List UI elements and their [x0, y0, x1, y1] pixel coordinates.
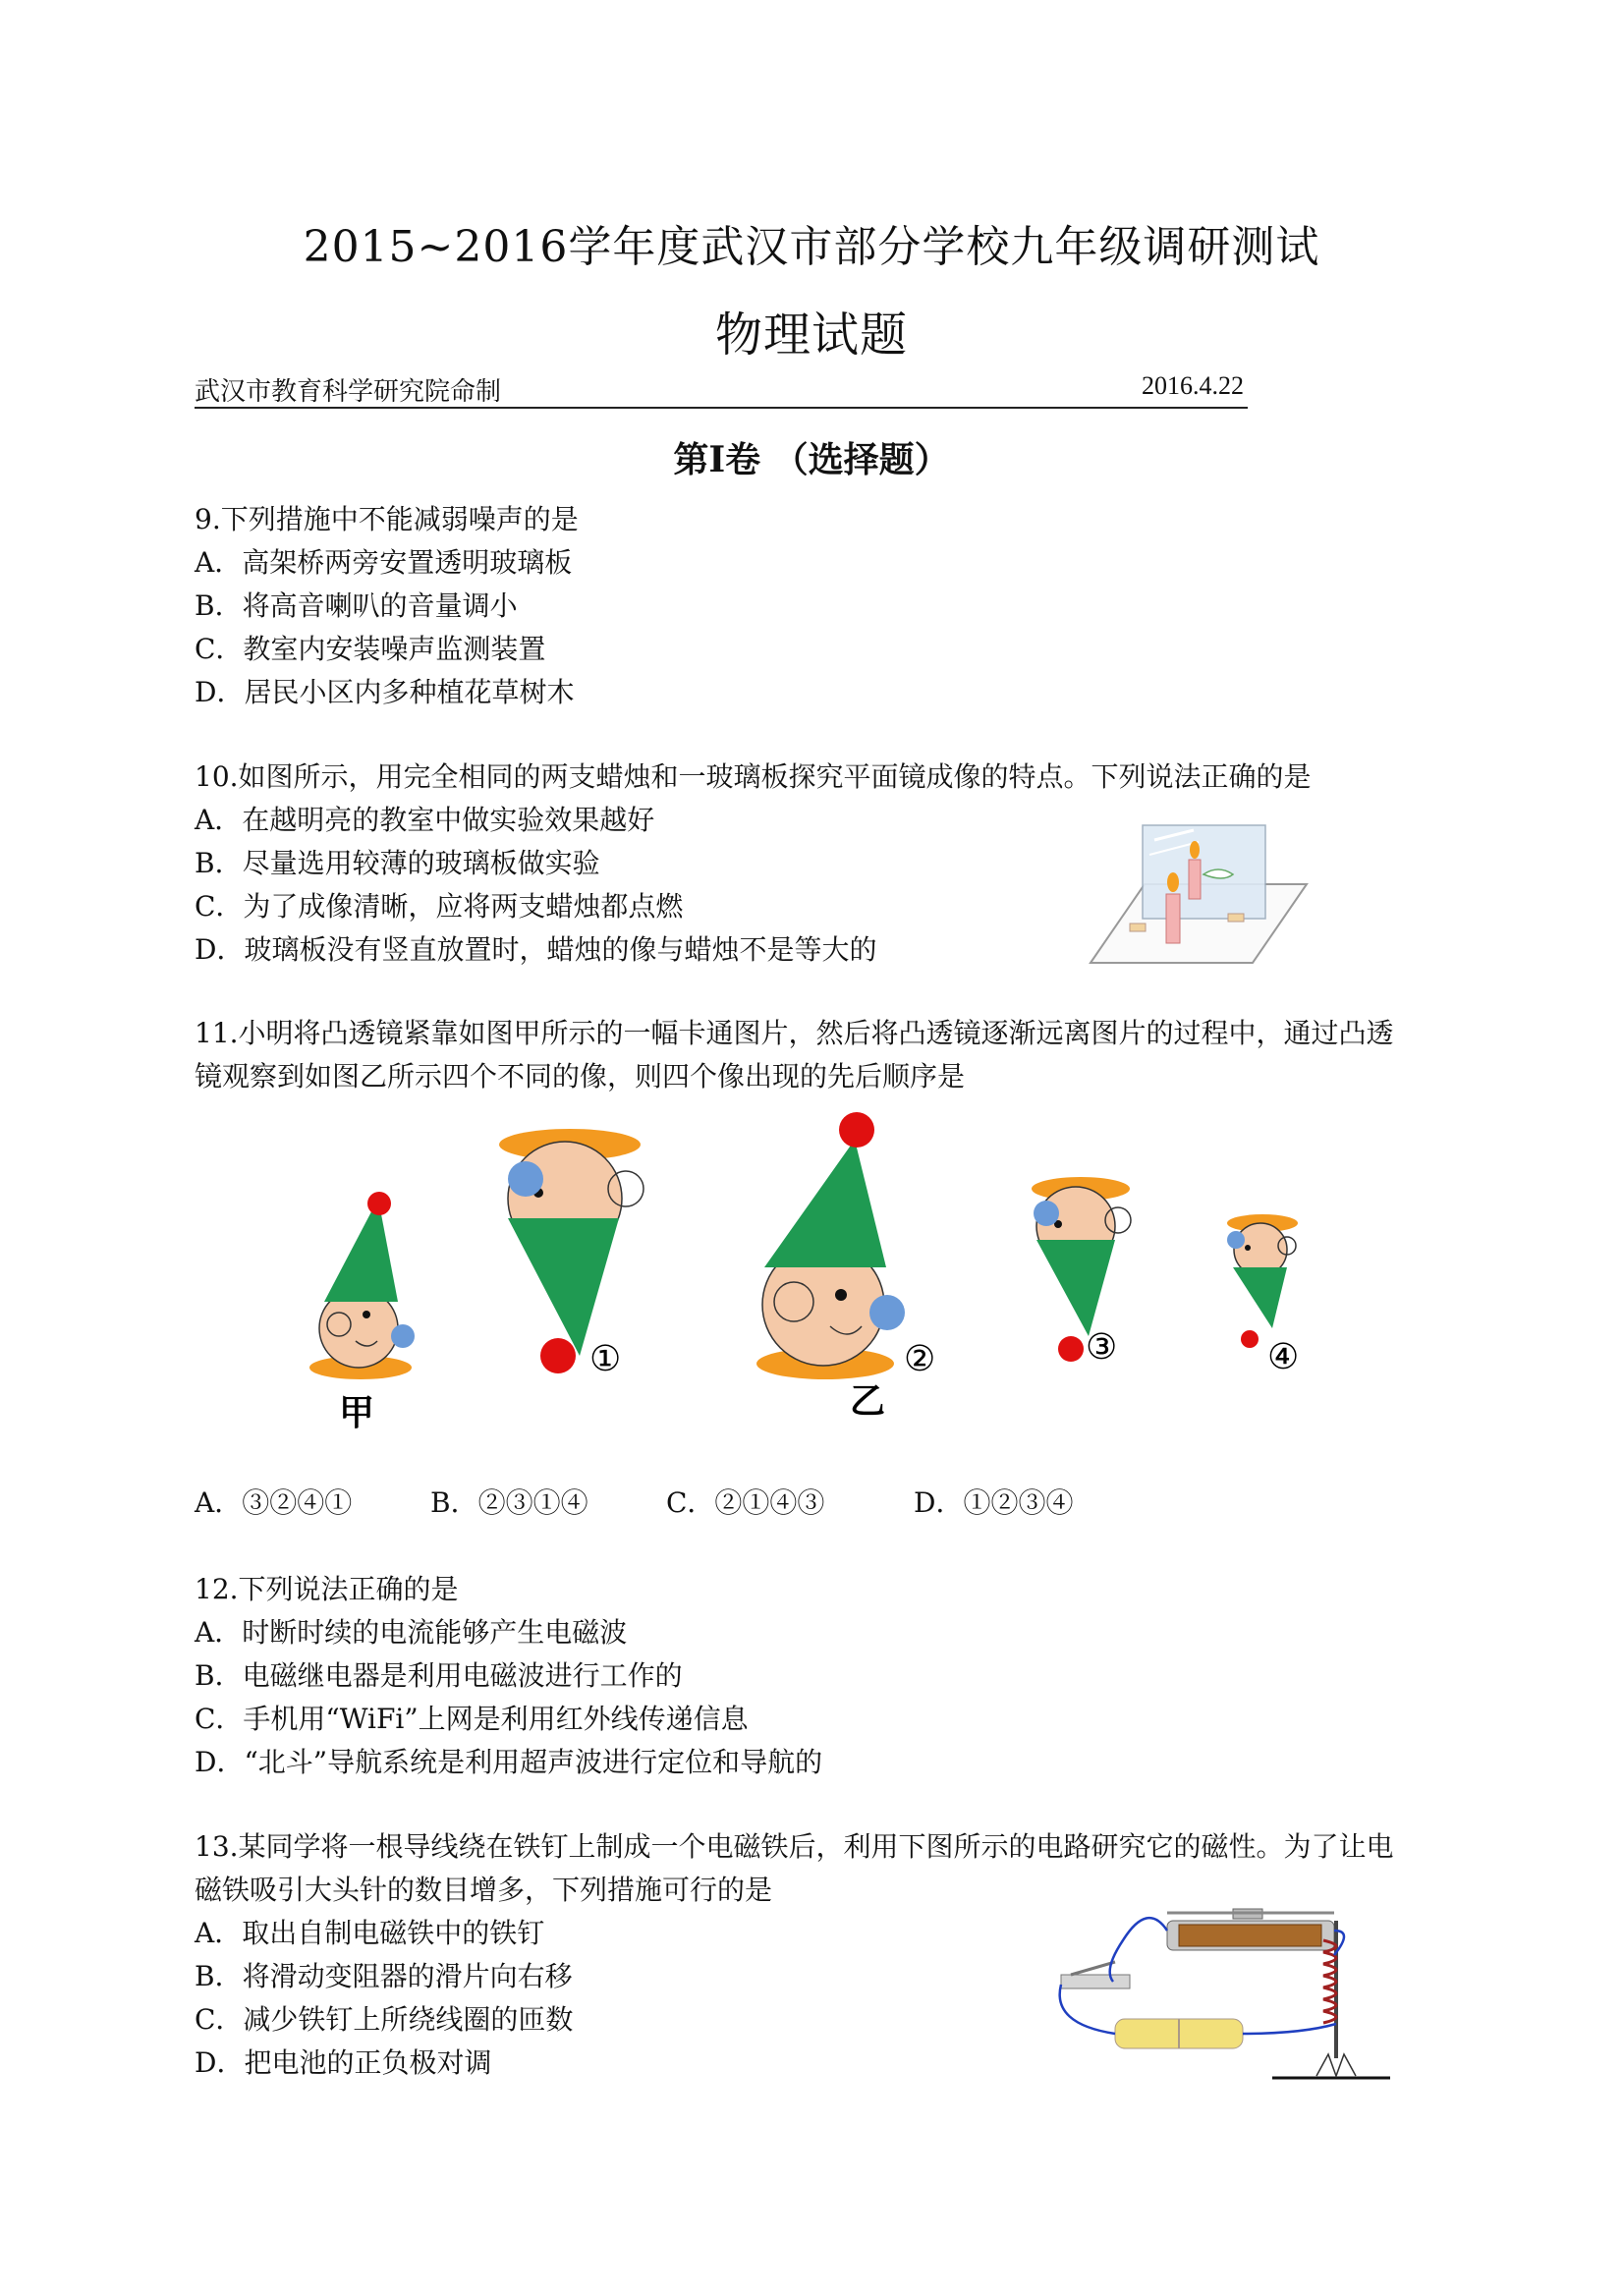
q13-option-d: D．把电池的正负极对调 [195, 2046, 492, 2079]
q11-option-a: A．③②④① [195, 1486, 353, 1519]
cartoon-images-figure [285, 1110, 1326, 1434]
question-11-stem-line2: 镜观察到如图乙所示四个不同的像，则四个像出现的先后顺序是 [195, 1060, 966, 1092]
section-title: 第Ⅰ卷 （选择题） [673, 439, 950, 480]
label-jia: 甲 [339, 1393, 375, 1433]
question-13-stem-line2: 磁铁吸引大头针的数目增多，下列措施可行的是 [195, 1874, 773, 1906]
question-12-stem: 12.下列说法正确的是 [195, 1573, 459, 1605]
q10-option-a: A．在越明亮的教室中做实验效果越好 [195, 804, 655, 836]
q12-option-b: B．电磁继电器是利用电磁波进行工作的 [195, 1659, 683, 1692]
q13-option-a: A．取出自制电磁铁中的铁钉 [195, 1917, 545, 1949]
q10-option-b: B．尽量选用较薄的玻璃板做实验 [195, 847, 600, 879]
label-yi: 乙 [850, 1381, 886, 1422]
cartoon-1 [499, 1129, 644, 1379]
label-4: ④ [1267, 1337, 1300, 1377]
q11-option-b: B．②③①④ [430, 1486, 588, 1519]
cartoon-3 [1032, 1177, 1131, 1368]
q9-option-c: C．教室内安装噪声监测装置 [195, 633, 546, 665]
exam-date: 2016.4.22 [1142, 371, 1244, 400]
candle-mirror-figure [1086, 820, 1312, 968]
label-2: ② [904, 1339, 936, 1379]
exam-title: 2015~2016学年度武汉市部分学校九年级调研测试 [303, 222, 1320, 272]
electromagnet-circuit-figure [1056, 1901, 1405, 2088]
q10-option-c: C．为了成像清晰，应将两支蜡烛都点燃 [195, 890, 684, 923]
question-9-stem: 9.下列措施中不能减弱噪声的是 [195, 503, 579, 535]
label-3: ③ [1086, 1327, 1118, 1368]
question-13-stem-line1: 13.某同学将一根导线绕在铁钉上制成一个电磁铁后，利用下图所示的电路研究它的磁性。为了让电 [195, 1830, 1394, 1863]
q12-option-c: C．手机用“WiFi”上网是利用红外线传递信息 [195, 1703, 749, 1735]
cartoon-2 [756, 1112, 935, 1422]
q12-option-d: D．“北斗”导航系统是利用超声波进行定位和导航的 [195, 1746, 823, 1778]
header-line [195, 371, 1248, 409]
q13-option-b: B．将滑动变阻器的滑片向右移 [195, 1960, 573, 1992]
cartoon-jia [309, 1192, 415, 1433]
question-11-stem-line1: 11.小明将凸透镜紧靠如图甲所示的一幅卡通图片，然后将凸透镜逐渐远离图片的过程中，通过凸透 [195, 1017, 1394, 1049]
q11-option-d: D．①②③④ [914, 1486, 1074, 1519]
q9-option-a: A．高架桥两旁安置透明玻璃板 [195, 546, 573, 579]
q9-option-d: D．居民小区内多种植花草树木 [195, 676, 575, 708]
label-1: ① [589, 1339, 622, 1379]
q12-option-a: A．时断时续的电流能够产生电磁波 [195, 1616, 628, 1649]
exam-subject: 物理试题 [714, 308, 908, 363]
q10-option-d: D．玻璃板没有竖直放置时，蜡烛的像与蜡烛不是等大的 [195, 933, 877, 966]
q11-option-c: C．②①④③ [666, 1486, 825, 1519]
q9-option-b: B．将高音喇叭的音量调小 [195, 589, 518, 622]
cartoon-4 [1227, 1214, 1299, 1377]
q13-option-c: C．减少铁钉上所绕线圈的匝数 [195, 2003, 574, 2036]
issuing-org: 武汉市教育科学研究院命制 [195, 377, 502, 407]
question-10-stem: 10.如图所示，用完全相同的两支蜡烛和一玻璃板探究平面镜成像的特点。下列说法正确的是 [195, 760, 1312, 793]
